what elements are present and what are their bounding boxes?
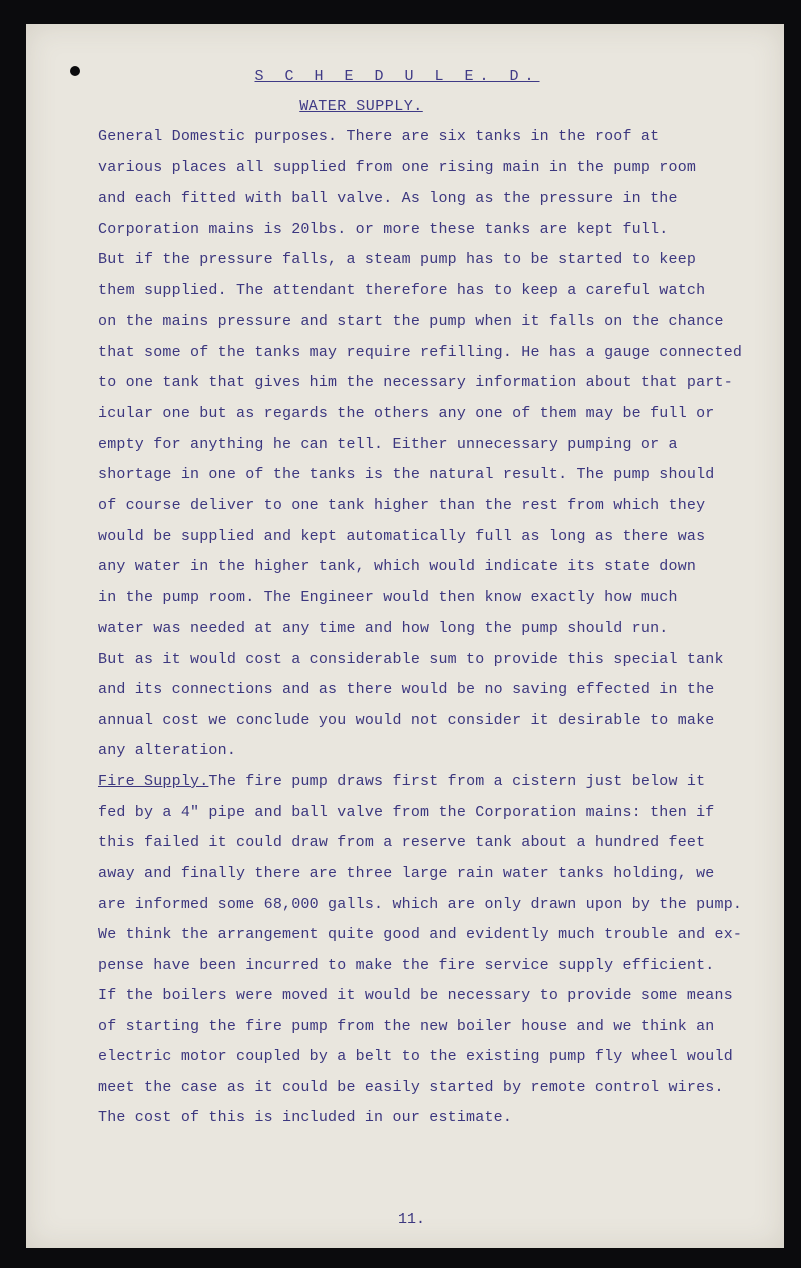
body-line: We think the arrangement quite good and evidently much trouble and ex- bbox=[98, 926, 743, 943]
fire-supply-first-line bbox=[98, 773, 705, 790]
body-line: are informed some 68,000 galls. which are only drawn upon by the pump. bbox=[98, 896, 743, 913]
body-line: any water in the higher tank, which would indicate its state down bbox=[98, 558, 697, 575]
page-number: 11. bbox=[398, 1211, 426, 1228]
body-line: that some of the tanks may require refilling. He has a gauge connected bbox=[98, 344, 743, 361]
body-line: meet the case as it could be easily started by remote control wires. bbox=[98, 1079, 724, 1096]
body-line: to one tank that gives him the necessary information about that part- bbox=[98, 374, 733, 391]
section-title: WATER SUPPLY. bbox=[299, 98, 423, 115]
body-line: The cost of this is included in our estimate. bbox=[98, 1109, 513, 1126]
body-line: pense have been incurred to make the fire service supply efficient. bbox=[98, 957, 715, 974]
body-line: electric motor coupled by a belt to the existing pump fly wheel would bbox=[98, 1048, 733, 1065]
body-line: on the mains pressure and start the pump when it falls on the chance bbox=[98, 313, 724, 330]
document-page bbox=[26, 24, 784, 1248]
body-line: them supplied. The attendant therefore has to keep a careful watch bbox=[98, 282, 706, 299]
body-line: But as it would cost a considerable sum to provide this special tank bbox=[98, 651, 724, 668]
body-line: would be supplied and kept automatically full as long as there was bbox=[98, 528, 706, 545]
body-line: Corporation mains is 20lbs. or more these tanks are kept full. bbox=[98, 221, 669, 238]
schedule-title: S C H E D U L E. D. bbox=[254, 68, 540, 85]
body-line: of starting the fire pump from the new boiler house and we think an bbox=[98, 1018, 715, 1035]
body-line: of course deliver to one tank higher than the rest from which they bbox=[98, 497, 706, 514]
body-line: any alteration. bbox=[98, 742, 237, 759]
body-line: empty for anything he can tell. Either unnecessary pumping or a bbox=[98, 436, 678, 453]
body-line: The fire pump draws first from a cistern just below it bbox=[208, 773, 706, 790]
body-line: and its connections and as there would be no saving effected in the bbox=[98, 681, 715, 698]
body-line: If the boilers were moved it would be necessary to provide some means bbox=[98, 987, 733, 1004]
fire-supply-heading: Fire Supply. bbox=[98, 773, 209, 790]
body-line: water was needed at any time and how long the pump should run. bbox=[98, 620, 669, 637]
body-line: this failed it could draw from a reserve tank about a hundred feet bbox=[98, 834, 706, 851]
body-line: away and finally there are three large rain water tanks holding, we bbox=[98, 865, 715, 882]
body-line: in the pump room. The Engineer would then know exactly how much bbox=[98, 589, 678, 606]
body-line: fed by a 4" pipe and ball valve from the Corporation mains: then if bbox=[98, 804, 715, 821]
body-line: shortage in one of the tanks is the natural result. The pump should bbox=[98, 466, 715, 483]
body-line: and each fitted with ball valve. As long as the pressure in the bbox=[98, 190, 678, 207]
body-line: General Domestic purposes. There are six tanks in the roof at bbox=[98, 128, 660, 145]
body-line: various places all supplied from one rising main in the pump room bbox=[98, 159, 697, 176]
body-line: icular one but as regards the others any one of them may be full or bbox=[98, 405, 715, 422]
body-line: annual cost we conclude you would not consider it desirable to make bbox=[98, 712, 715, 729]
body-line: But if the pressure falls, a steam pump has to be started to keep bbox=[98, 251, 697, 268]
